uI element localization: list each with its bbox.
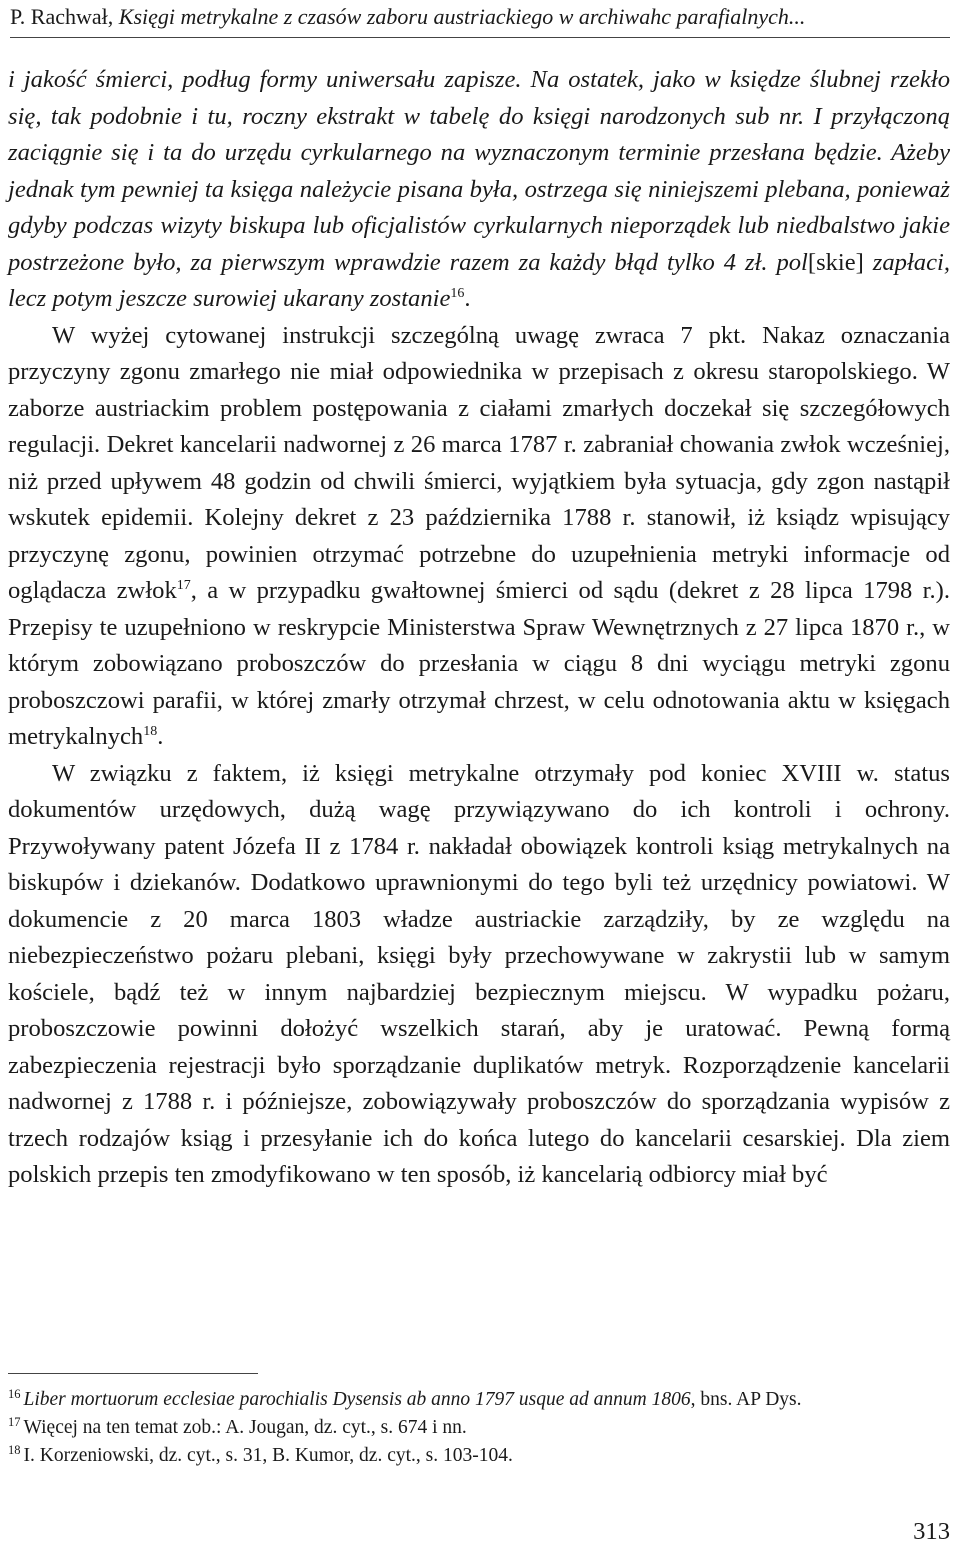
paragraph-quote [8,62,950,318]
footnote-number: 18 [8,1442,21,1457]
footnote-text: , bns. AP Dys. [690,1389,802,1410]
footnote-18 [8,1442,950,1470]
paragraph-2-text-b: , a w przypadku gwałtownej śmierci od sądu (dekret z 28 lipca 1798 r.). Przepisy te uzupełniono w reskrypcie Ministerstwa Spraw Wewnętrznych z 27 lipca 1870 r., w którym zobowiązano proboszczów do przesłania w ciągu 8 dni wyciągu metryki zgonu proboszczowi parafii, w której zmarły otrzymał chrzest, w celu odnotowania aktu w księgach metrykalnych [8,577,950,750]
footnote-italic-title: Liber mortuorum ecclesiae parochialis Dysensis ab anno 1797 usque ad annum 1806 [23,1389,691,1410]
running-header [10,2,950,32]
footnote-number: 16 [8,1386,21,1401]
footnote-text: I. Korzeniowski, dz. cyt., s. 31, B. Kumor, dz. cyt., s. 103-104. [23,1445,513,1466]
footnote-number: 17 [8,1414,21,1429]
footnote-ref-16[interactable]: 16 [450,285,465,301]
paragraph-2 [8,318,950,756]
paragraph-3: W związku z faktem, iż księgi metrykalne otrzymały pod koniec XVIII w. status dokumentów urzędowych, dużą wagę przywiązywano do ich kontroli i ochrony. Przywoływany patent Józefa II z 1784 r. nakładał obowiązek kontroli ksiąg metrykalnych na biskupów i dziekanów. Dodatkowo uprawnionymi do tego byli też urzędnicy powiatowi. W dokumencie z 20 marca 1803 władze austriackie zarządziły, by ze względu na niebezpieczeństwo pożaru plebani, księgi były przechowywane w zakrystii lub w samym kościele, bądź też w innym najbardziej bezpiecznym miejscu. W wypadku pożaru, proboszczowie powinni dołożyć wszelkich starań, aby je uratować. Pewną formą zabezpieczenia rejestracji było sporządzanie duplikatów metryk. Rozporządzenie kancelarii nadwornej z 1788 r. i późniejsze, zobowiązywały proboszczów do sporządzania wypisów z trzech rodzajów ksiąg i przesyłanie ich do końca lutego do kancelarii cesarskiej. Dla ziem polskich przepis ten zmodyfikowano w ten sposób, iż kancelarią odbiorcy miał być [8,759,950,1188]
footnote-17 [8,1414,950,1442]
paragraph-2-text-a: W wyżej cytowanej instrukcji szczególną uwagę zwraca 7 pkt. Nakaz oznaczania przyczyny zgonu zmarłego nie miał odpowiednika w przepisach z okresu staropolskiego. W zaborze austriackim problem postępowania z ciałami zmarłych doczekał się szczegółowych regulacji. Dekret kancelarii nadwornej z 26 marca 1787 r. zabraniał chowania zwłok wcześniej, niż przed upływem 48 godzin od chwili śmierci, wyjątkiem była sytuacja, gdy zgon nastąpił wskutek epidemii. Kolejny dekret z 23 października 1788 r. stanowił, iż ksiądz wpisujący przyczynę zgonu, powinien otrzymać potrzebne do uzupełnienia metryki informacje od oglądacza zwłok [8,321,950,604]
paragraph-end: . [464,285,471,312]
footnote-ref-17[interactable]: 17 [176,577,191,593]
quote-text: i jakość śmierci, podług formy uniwersału zapisze. Na ostatek, jako w księdze ślubnej rzekło się, tak podobnie i tu, roczny ekstrakt w tabelę do księgi narodzonych sub nr. I przyłączoną zaciągnie się i ta do urzędu cyrkularnego na wyznaczonym terminie przesłana będzie. Ażeby jednak tym pewniej ta księga należycie pisana była, ostrzega się niniejszemi plebana, ponieważ gdyby podczas wizyty biskupa lub oficjalistów cyrkularnych nieporządek lub niedbalstwo jakie postrzeżone było, za pierwszym wprawdzie razem za każdy błąd tylko 4 zł. pol [8,66,950,276]
body-text [8,62,950,1194]
header-rule [10,37,950,38]
footnotes [8,1386,950,1470]
header-author: P. Rachwał, [10,4,119,29]
paragraph-2-end: . [157,723,164,750]
footnote-16 [8,1386,950,1414]
header-title: Księgi metrykalne z czasów zaboru austriackiego w archiwahc parafialnych... [118,4,806,29]
editorial-bracket: [skie] [807,248,864,276]
quote-text-end: zapłaci, lecz potym jeszcze surowiej ukarany zostanie [8,248,950,312]
page-number: 313 [913,1518,950,1545]
footnote-text: Więcej na ten temat zob.: A. Jougan, dz. cyt., s. 674 i nn. [23,1417,467,1438]
footnote-rule [8,1373,258,1374]
footnote-ref-18[interactable]: 18 [143,723,158,739]
